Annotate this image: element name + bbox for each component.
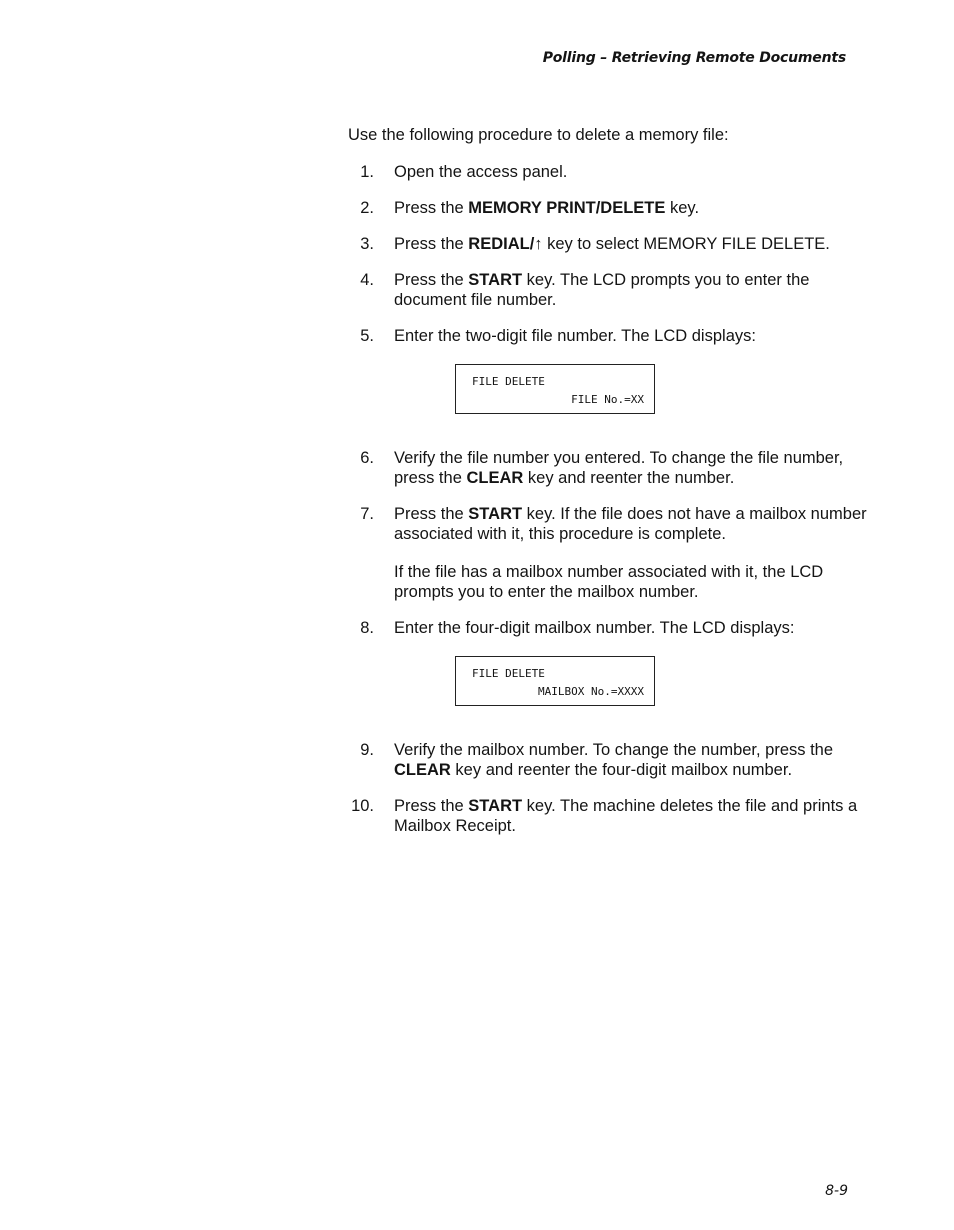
step-6 — [348, 448, 868, 488]
step-text: Press the — [394, 271, 469, 289]
step-number: 3. — [360, 235, 374, 253]
step-number: 6. — [360, 449, 374, 467]
step-number: 5. — [360, 327, 374, 345]
step-7-followup: If the file has a mailbox number associated with it, the LCD prompts you to enter the mailbox number. — [394, 563, 824, 601]
step-number: 4. — [360, 271, 374, 289]
key-name: MEMORY PRINT/DELETE — [468, 199, 666, 217]
step-text: Press the — [394, 235, 469, 253]
step-number: 1. — [360, 163, 374, 181]
running-header: Polling – Retrieving Remote Documents — [542, 50, 846, 66]
step-number: 9. — [360, 741, 374, 759]
step-text: key and reenter the number. — [523, 469, 735, 487]
step-text: key. — [665, 199, 700, 217]
lcd-line-1: FILE DELETE — [472, 375, 545, 388]
key-name: START — [468, 271, 523, 289]
step-3 — [348, 234, 868, 254]
step-text: Open the access panel. — [394, 163, 568, 181]
step-text: key and reenter the four-digit mailbox number. — [450, 761, 793, 779]
step-1 — [348, 162, 868, 182]
step-number: 2. — [360, 199, 374, 217]
lcd-line-2: FILE No.=XX — [571, 393, 644, 406]
step-text: key. The LCD prompts you to enter the document file number. — [394, 271, 810, 309]
step-text: Verify the file number you entered. To change the file number, press the — [394, 449, 844, 487]
step-text: Enter the four-digit mailbox number. The LCD displays: — [394, 619, 795, 637]
step-text: Verify the mailbox number. To change the number, press the — [394, 741, 834, 759]
step-10 — [348, 796, 868, 836]
step-9 — [348, 740, 868, 780]
key-name: START — [468, 797, 523, 815]
lcd-line-1: FILE DELETE — [472, 667, 545, 680]
step-text: key. The machine deletes the file and prints a Mailbox Receipt. — [394, 797, 858, 835]
step-7 — [348, 504, 868, 602]
step-8 — [348, 618, 868, 638]
step-text: Enter the two-digit file number. The LCD displays: — [394, 327, 756, 345]
step-number: 10. — [351, 797, 374, 815]
lcd-display-mailbox — [455, 656, 655, 706]
page-number: 8-9 — [825, 1183, 848, 1199]
step-text: Press the — [394, 505, 469, 523]
key-name: REDIAL/↑ — [468, 235, 543, 253]
procedure-steps — [348, 162, 868, 852]
lcd-line-2: MAILBOX No.=XXXX — [538, 685, 644, 698]
step-2 — [348, 198, 868, 218]
step-5 — [348, 326, 868, 346]
key-name: CLEAR — [466, 469, 524, 487]
step-text: Press the — [394, 797, 469, 815]
intro-paragraph: Use the following procedure to delete a memory file: — [348, 126, 729, 144]
step-number: 8. — [360, 619, 374, 637]
key-name: CLEAR — [394, 761, 451, 779]
step-number: 7. — [360, 505, 374, 523]
key-name: START — [468, 505, 523, 523]
step-text: key. If the file does not have a mailbox number associated with it, this procedure is complete. — [394, 505, 867, 543]
step-4 — [348, 270, 868, 310]
step-text: key to select MEMORY FILE DELETE. — [542, 235, 830, 253]
step-text: Press the — [394, 199, 469, 217]
lcd-display-file — [455, 364, 655, 414]
